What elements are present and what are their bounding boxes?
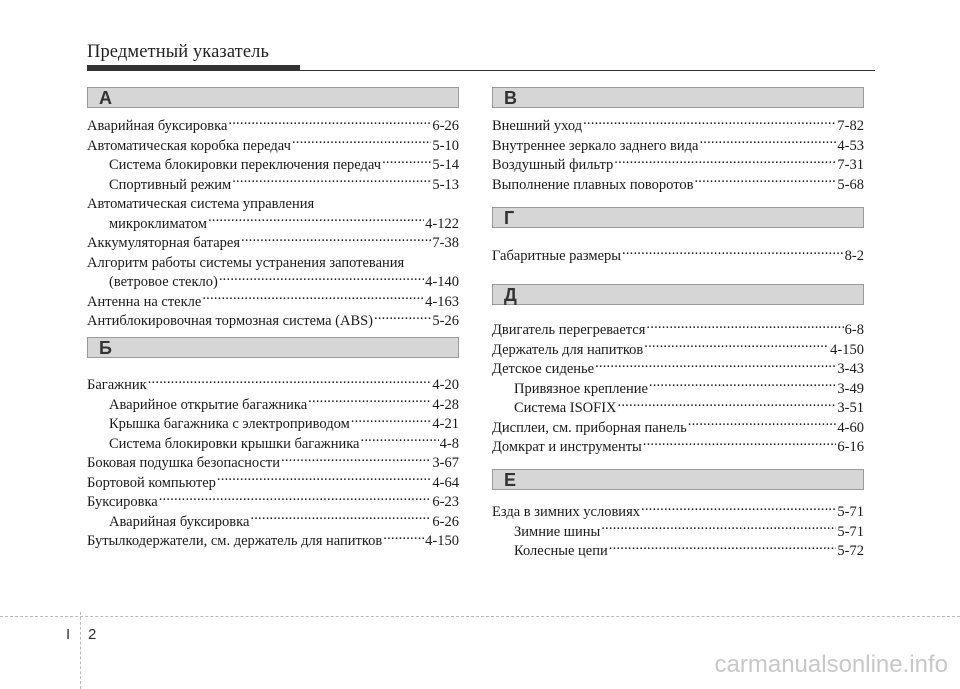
entry-page-ref[interactable]: 7-38 <box>432 235 459 251</box>
index-entry[interactable] <box>492 321 864 341</box>
dot-leader <box>694 177 836 189</box>
dot-leader <box>614 157 836 169</box>
index-entry[interactable] <box>492 247 864 267</box>
index-entry[interactable] <box>492 438 864 458</box>
entry-text: микроклиматом <box>109 215 207 232</box>
entry-page-ref[interactable]: 5-68 <box>837 176 864 193</box>
dot-leader <box>281 455 431 467</box>
dot-leader <box>583 118 836 130</box>
dot-leader <box>308 397 431 409</box>
entry-text: Аварийная буксировка <box>87 118 228 134</box>
index-entry[interactable] <box>492 117 864 137</box>
section-header <box>492 207 864 228</box>
dot-leader <box>351 416 432 428</box>
entry-text: Внешний уход <box>492 118 583 134</box>
entry-text: Аварийное открытие багажника <box>109 396 308 413</box>
title-rule <box>87 70 875 71</box>
entry-text: Система блокировки переключения передач <box>109 157 382 173</box>
entry-text: Выполнение плавных поворотов <box>492 176 694 193</box>
index-entry[interactable] <box>87 234 459 254</box>
index-entry[interactable] <box>492 176 864 196</box>
index-entry[interactable] <box>492 156 864 176</box>
dot-leader <box>644 342 829 354</box>
entry-text: Привязное крепление <box>514 380 648 397</box>
entry-text: Автоматическая система управления <box>87 196 315 212</box>
entry-page-ref[interactable]: 8-2 <box>844 248 864 264</box>
index-entry[interactable] <box>87 513 459 533</box>
entry-text: Автоматическая коробка передач <box>87 137 291 154</box>
entry-page-ref[interactable]: 4-64 <box>432 474 459 491</box>
section-header <box>87 337 459 358</box>
section-letter: В <box>504 88 517 108</box>
dot-leader <box>643 439 837 451</box>
chapter-number: I <box>66 626 71 643</box>
entry-text: Багажник <box>87 377 147 393</box>
entry-page-ref[interactable]: 5-10 <box>432 137 459 154</box>
entry-page-ref[interactable]: 4-122 <box>425 215 459 232</box>
entry-page-ref[interactable]: 5-71 <box>837 504 864 520</box>
dot-leader <box>618 400 837 412</box>
section-header <box>492 87 864 108</box>
entry-text: Внутреннее зеркало заднего вида <box>492 137 699 154</box>
index-entry[interactable] <box>492 380 864 400</box>
section-header <box>87 87 459 108</box>
section-letter: Г <box>504 208 515 228</box>
entry-page-ref[interactable]: 6-26 <box>432 513 459 530</box>
index-entry[interactable] <box>87 176 459 196</box>
index-entry[interactable] <box>492 542 864 562</box>
entry-page-ref[interactable]: 5-26 <box>432 313 459 329</box>
watermark: carmanualsonline.info <box>714 651 948 678</box>
index-entry[interactable] <box>492 360 864 380</box>
index-entry[interactable] <box>87 254 459 274</box>
index-entries <box>492 247 864 267</box>
entry-page-ref[interactable]: 3-51 <box>837 400 864 416</box>
entry-page-ref[interactable]: 4-53 <box>837 137 864 154</box>
entry-text: Держатель для напитков <box>492 341 644 358</box>
entry-text: Аккумуляторная батарея <box>87 235 240 251</box>
section-letter: Б <box>99 338 112 358</box>
section-letter: А <box>99 88 112 108</box>
page-title: Предметный указатель <box>87 42 270 62</box>
entry-page-ref[interactable]: 4-150 <box>425 533 459 549</box>
index-entry[interactable] <box>87 435 459 455</box>
footer-divider <box>80 612 81 689</box>
entry-page-ref[interactable]: 5-13 <box>432 176 459 193</box>
index-entry[interactable] <box>87 396 459 416</box>
entry-text: Бортовой компьютер <box>87 474 216 491</box>
entry-text: (ветровое стекло) <box>109 274 218 290</box>
dot-leader <box>699 138 836 150</box>
index-entry[interactable] <box>87 117 459 137</box>
index-entries <box>492 117 864 195</box>
entry-page-ref[interactable]: 5-14 <box>432 157 459 173</box>
dot-leader <box>609 543 837 555</box>
entry-page-ref[interactable]: 7-82 <box>837 118 864 134</box>
entry-text: Габаритные размеры <box>492 248 621 264</box>
entry-text: Езда в зимних условиях <box>492 504 640 520</box>
entry-page-ref[interactable]: 4-163 <box>425 293 459 310</box>
index-entry[interactable] <box>87 415 459 435</box>
index-entry[interactable] <box>87 156 459 176</box>
dot-leader <box>383 533 424 545</box>
entry-page-ref[interactable]: 4-140 <box>425 274 459 290</box>
index-entries <box>492 321 864 458</box>
entry-text: Двигатель перегревается <box>492 322 646 338</box>
index-entry[interactable] <box>87 493 459 513</box>
index-entry[interactable] <box>87 273 459 293</box>
section-header <box>492 284 864 305</box>
dot-leader <box>219 274 424 286</box>
index-entry[interactable] <box>492 523 864 543</box>
index-entry[interactable] <box>87 312 459 332</box>
entry-page-ref[interactable]: 7-31 <box>837 157 864 173</box>
index-entry[interactable] <box>87 137 459 157</box>
dot-leader <box>688 420 837 432</box>
dot-leader <box>646 322 843 334</box>
entry-text: Детское сиденье <box>492 361 595 377</box>
entry-text: Боковая подушка безопасности <box>87 455 281 471</box>
entry-page-ref[interactable]: 4-8 <box>439 435 459 452</box>
index-entries <box>492 503 864 562</box>
entry-page-ref[interactable]: 3-43 <box>837 361 864 377</box>
index-entry[interactable] <box>87 376 459 396</box>
index-entry[interactable] <box>492 503 864 523</box>
entry-text: Буксировка <box>87 494 158 510</box>
footer-rule <box>0 616 960 617</box>
entry-page-ref[interactable]: 4-150 <box>830 341 864 358</box>
entry-page-ref[interactable]: 6-23 <box>432 494 459 510</box>
entry-text: Воздушный фильтр <box>492 157 614 173</box>
dot-leader <box>241 235 431 247</box>
entry-text: Крышка багажника с электроприводом <box>109 416 350 432</box>
entry-text: Аварийная буксировка <box>109 513 250 530</box>
entry-page-ref[interactable]: 4-28 <box>432 396 459 413</box>
entry-page-ref[interactable]: 6-26 <box>432 118 459 134</box>
dot-leader <box>202 294 424 306</box>
entry-text: Домкрат и инструменты <box>492 439 642 455</box>
dot-leader <box>250 514 431 526</box>
entry-text: Бутылкодержатели, см. держатель для напитков <box>87 533 383 549</box>
entry-text: Антенна на стекле <box>87 293 202 310</box>
dot-leader <box>601 524 836 536</box>
dot-leader <box>622 248 844 260</box>
entry-text: Дисплеи, см. приборная панель <box>492 419 687 436</box>
index-entry[interactable] <box>87 454 459 474</box>
dot-leader <box>159 494 432 506</box>
index-entry[interactable] <box>87 532 459 552</box>
entry-page-ref[interactable]: 3-49 <box>837 380 864 397</box>
dot-leader <box>232 177 431 189</box>
entry-text: Алгоритм работы системы устранения запотевания <box>87 254 405 271</box>
dot-leader <box>382 157 431 169</box>
entry-page-ref[interactable]: 4-60 <box>837 419 864 436</box>
index-entry[interactable] <box>87 474 459 494</box>
entry-text: Антиблокировочная тормозная система (ABS) <box>87 313 374 329</box>
index-entry[interactable] <box>492 341 864 361</box>
entry-text: Система блокировки крышки багажника <box>109 435 360 452</box>
dot-leader <box>208 216 424 228</box>
index-entry[interactable] <box>87 195 459 215</box>
section-letter: Е <box>504 470 517 490</box>
dot-leader <box>217 475 431 487</box>
dot-leader <box>228 118 431 130</box>
section-letter: Д <box>504 285 517 305</box>
entry-page-ref[interactable]: 3-67 <box>432 455 459 471</box>
entry-page-ref[interactable]: 4-20 <box>432 377 459 393</box>
dot-leader <box>148 377 432 389</box>
entry-page-ref[interactable]: 5-71 <box>837 523 864 540</box>
index-entry[interactable] <box>87 293 459 313</box>
dot-leader <box>649 381 837 393</box>
entry-page-ref[interactable]: 6-16 <box>837 439 864 455</box>
index-entry[interactable] <box>492 399 864 419</box>
section-header <box>492 469 864 490</box>
entry-text: Система ISOFIX <box>514 400 617 416</box>
entry-text: Колесные цепи <box>514 543 608 559</box>
index-entry[interactable] <box>492 419 864 439</box>
index-entries <box>87 117 459 332</box>
index-entry[interactable] <box>492 137 864 157</box>
entry-page-ref[interactable]: 5-72 <box>837 543 864 559</box>
dot-leader <box>292 138 431 150</box>
entry-text: Спортивный режим <box>109 176 232 193</box>
dot-leader <box>595 361 836 373</box>
entry-text: Зимние шины <box>514 523 601 540</box>
dot-leader <box>374 313 431 325</box>
page-number: 2 <box>88 626 97 643</box>
index-entry[interactable] <box>87 215 459 235</box>
index-entries <box>87 376 459 552</box>
entry-page-ref[interactable]: 4-21 <box>432 416 459 432</box>
dot-leader <box>361 436 439 448</box>
dot-leader <box>641 504 836 516</box>
entry-page-ref[interactable]: 6-8 <box>844 322 864 338</box>
